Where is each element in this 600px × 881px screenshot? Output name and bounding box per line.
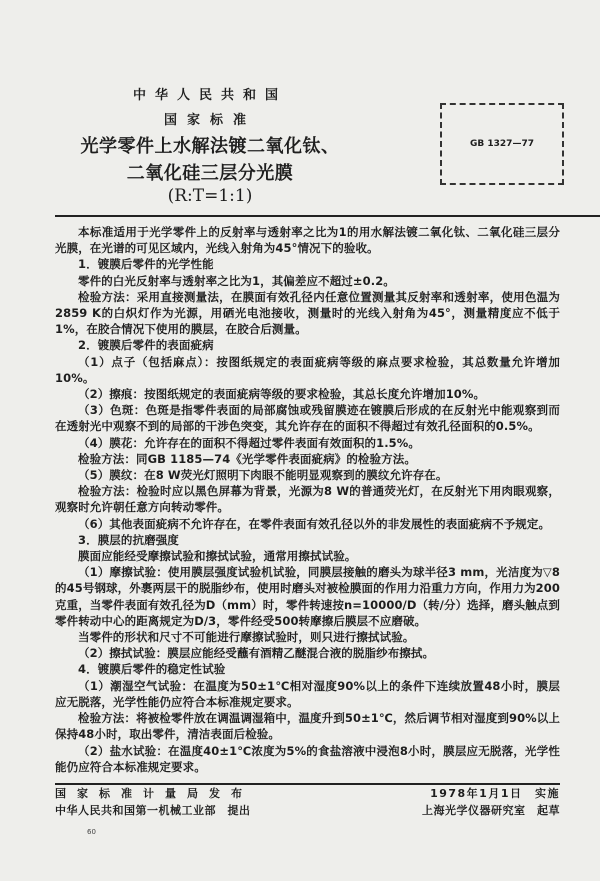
paragraph: （1）摩擦试验：使用膜层强度试验机试验，同膜层接触的磨头为球半径3 mm，光洁度为▽8的45号钢球，外裹两层干的脱脂纱布，使用时磨头对被检膜面的作用力沿重力方向，作用力为200克重，当零件表面有效孔径为D（mm）时，零件转速按n=10000/D（转/分）选择，磨头触点到零件转动中心的距离规定为D/3，零件经受500转摩擦后膜层不应磨破。 <box>55 565 560 628</box>
paragraph: （2）盐水试验：在温度40±1℃浓度为5%的食盐溶液中浸泡8小时，膜层应无脱落，光学性能仍应符合本标准规定要求。 <box>55 743 560 774</box>
paragraph: （1）点子（包括麻点）：按图纸规定的表面疵病等级的麻点要求检验，其总数量允许增加10%。 <box>55 354 560 385</box>
paragraph: （2）擦拭试验：膜层应能经受蘸有酒精乙醚混合液的脱脂纱布擦拭。 <box>78 646 435 661</box>
footer-issuer: 国家标准计量局发布 <box>55 786 253 800</box>
header-divider <box>55 215 600 217</box>
standard-code-box <box>440 103 564 185</box>
country-heading: 中华人民共和国 <box>132 88 287 103</box>
standard-code: GB 1327—77 <box>470 139 534 149</box>
section-heading: 1．镀膜后零件的光学性能 <box>78 257 214 272</box>
paragraph: 零件的白光反射率与透射率之比为1，其偏差应不超过±0.2。 <box>78 273 395 288</box>
paragraph: 检验方法：检验时应以黑色屏幕为背景，光源为8 W的普通荧光灯，在反射光下用肉眼观察，观察时允许朝任意方向转动零件。 <box>55 484 560 515</box>
paragraph: 检验方法：同GB 1185—74《光学零件表面疵病》的检验方法。 <box>78 451 416 466</box>
paragraph: 检验方法：将被检零件放在调温调湿箱中，温度升到50±1℃，然后调节相对湿度到90%以上保持48小时，取出零件，清洁表面后检验。 <box>55 711 560 742</box>
paragraph: （2）擦痕：按图纸规定的表面疵病等级的要求检验，其总长度允许增加10%。 <box>78 387 486 402</box>
paragraph: （4）膜花：允许存在的面积不得超过零件表面有效面积的1.5%。 <box>78 435 420 450</box>
paragraph: 当零件的形状和尺寸不可能进行摩擦试验时，则只进行擦拭试验。 <box>78 630 415 645</box>
title-line-2: 二氧化硅三层分光膜 <box>126 163 294 184</box>
footer-row-2 <box>55 802 560 819</box>
page-number: 60 <box>87 827 96 836</box>
footer-proposer: 中华人民共和国第一机械工业部 提出 <box>55 803 251 817</box>
document-flow <box>55 224 560 837</box>
title-ratio: (R:T=1:1) <box>167 186 253 206</box>
footer-drafter: 上海光学仪器研究室 起草 <box>422 803 560 817</box>
section-heading: 3．膜层的抗磨强度 <box>78 532 179 547</box>
paragraph: 本标准适用于光学零件上的反射率与透射率之比为1的用水解法镀二氧化钛、二氧化硅三层分光膜，在光谱的可见区域内，光线入射角为45°情况下的验收。 <box>55 225 560 256</box>
footer-row-1 <box>55 785 560 802</box>
section-heading: 2．镀膜后零件的表面疵病 <box>78 338 214 353</box>
footer-effective-date: 1978年1月1日 实施 <box>430 786 560 800</box>
paragraph: 膜面应能经受摩擦试验和擦拭试验，通常用擦拭试验。 <box>78 549 357 564</box>
standard-type-heading: 国家标准 <box>163 113 256 128</box>
section-heading: 4．镀膜后零件的稳定性试验 <box>78 662 226 677</box>
title-line-1: 光学零件上水解法镀二氧化钛、 <box>80 136 340 157</box>
paragraph: （3）色斑：色斑是指零件表面的局部腐蚀或残留膜迹在镀膜后形成的在反射光中能观察到而在透射光中观察不到的局部的干涉色突变，其允许存在的面积不得超过有效孔径面积的0.5%。 <box>55 403 560 434</box>
document-body <box>55 224 560 775</box>
paragraph: （6）其他表面疵病不允许存在，在零件表面有效孔径以外的非发展性的表面疵病不予规定。 <box>78 516 551 531</box>
paragraph: （5）膜纹：在8 W荧光灯照明下肉眼不能明显观察到的膜纹允许存在。 <box>78 468 448 483</box>
paragraph: （1）潮湿空气试验：在温度为50±1℃相对湿度90%以上的条件下连续放置48小时，膜层应无脱落，光学性能仍应符合本标准规定要求。 <box>55 678 560 709</box>
paragraph: 检验方法：采用直接测量法，在膜面有效孔径内任意位置测量其反射率和透射率，使用色温为2859 K的白炽灯作为光源，用硒光电池接收，测量时的光线入射角为45°，测量精度应不低于1%，在胶合情况下使用的膜层，在胶合后测量。 <box>55 289 560 337</box>
